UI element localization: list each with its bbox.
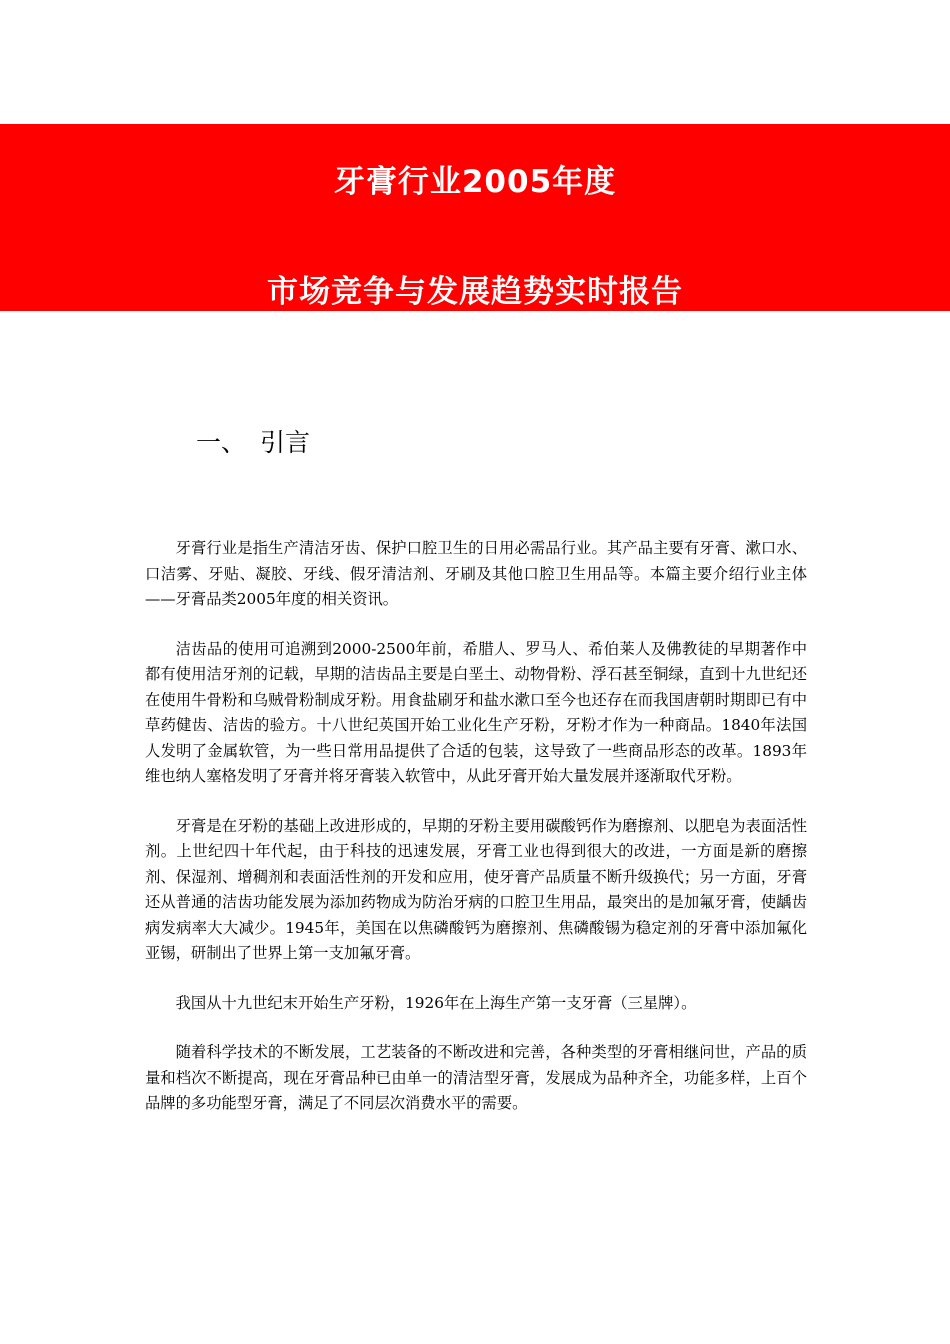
paragraph-3: 牙膏是在牙粉的基础上改进形成的，早期的牙粉主要用碳酸钙作为磨擦剂、以肥皂为表面活性剂。上世纪四十年代起，由于科技的迅速发展，牙膏工业也得到很大的改进，一方面是新的磨擦剂、保湿剂、增稠剂和表面活性剂的开发和应用，使牙膏产品质量不断升级换代；另一方面，牙膏还从普通的洁齿功能发展为添加药物成为防治牙病的口腔卫生用品，最突出的是加氟牙膏，使龋齿病发病率大大减少。1945年，美国在以焦磷酸钙为磨擦剂、焦磷酸锡为稳定剂的牙膏中添加氟化亚锡，研制出了世界上第一支加氟牙膏。	[145, 816, 807, 962]
section-title: 引言	[260, 428, 311, 457]
paragraph-1: 牙膏行业是指生产清洁牙齿、保护口腔卫生的日用必需品行业。其产品主要有牙膏、漱口水、口洁雾、牙贴、凝胶、牙线、假牙清洁剂、牙刷及其他口腔卫生用品等。本篇主要介绍行业主体——牙膏品类2005年度的相关资讯。	[145, 539, 807, 608]
paragraph-2: 洁齿品的使用可追溯到2000-2500年前，希腊人、罗马人、希伯莱人及佛教徒的早期著作中都有使用洁牙剂的记载，早期的洁齿品主要是白垩土、动物骨粉、浮石甚至铜绿，直到十九世纪还在使用牛骨粉和乌贼骨粉制成牙粉。用食盐刷牙和盐水漱口至今也还存在而我国唐朝时期即已有中草药健齿、洁齿的验方。十八世纪英国开始工业化生产牙粉，牙粉才作为一种商品。1840年法国人发明了金属软管，为一些日常用品提供了合适的包装，这导致了一些商品形态的改革。1893年维也纳人塞格发明了牙膏并将牙膏装入软管中，从此牙膏开始大量发展并逐渐取代牙粉。	[145, 639, 807, 785]
report-title-line-2: 市场竞争与发展趋势实时报告	[267, 274, 683, 310]
paragraph-5: 随着科学技术的不断发展，工艺装备的不断改进和完善，各种类型的牙膏相继问世，产品的质量和档次不断提高，现在牙膏品种已由单一的清洁型牙膏，发展成为品种齐全，功能多样，上百个品牌的多功能型牙膏，满足了不同层次消费水平的需要。	[145, 1043, 807, 1112]
report-title-line-1: 牙膏行业2005年度	[333, 164, 617, 200]
title-banner	[0, 124, 950, 311]
section-heading	[196, 426, 310, 460]
section-number: 一、	[196, 428, 247, 457]
paragraph-4: 我国从十九世纪末开始生产牙粉，1926年在上海生产第一支牙膏（三星牌）。	[175, 993, 697, 1012]
body-text	[145, 536, 807, 1141]
